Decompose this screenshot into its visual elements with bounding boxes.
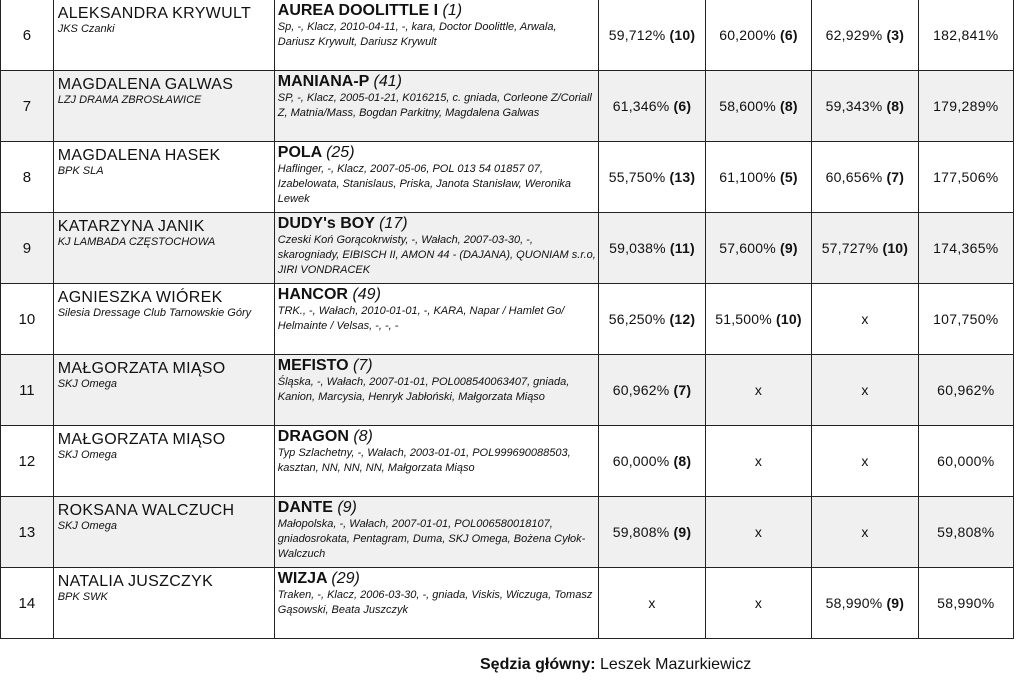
score-rank: (9) — [673, 524, 692, 540]
score-cell-1 — [599, 568, 705, 639]
score-cell-1 — [599, 355, 705, 426]
place-number: 6 — [22, 26, 32, 44]
results-body — [1, 0, 1014, 639]
score-value: 61,100% — [719, 169, 776, 185]
horse-details: Małopolska, -, Wałach, 2007-01-01, POL006580018107, gniadosrokata, Pentagram, Duma, SKJ Omega, Bożena Cyłok-Walczuch — [277, 518, 586, 560]
place-number: 7 — [22, 97, 32, 115]
score-value: 59,808% — [612, 524, 670, 540]
total-cell — [918, 213, 1013, 284]
place-number: 10 — [18, 310, 36, 328]
horse-name: AUREA DOOLITTLE I — [277, 2, 439, 19]
score-cell-2 — [705, 497, 811, 568]
score-value: 57,600% — [719, 240, 776, 256]
rider-club: SKJ Omega — [57, 449, 118, 461]
horse-details: TRK., -, Wałach, 2010-01-01, -, KARA, Napar / Hamlet Go/ Helmainte / Velsas, -, -, - — [277, 305, 565, 332]
chief-judge-name: Leszek Mazurkiewicz — [600, 656, 752, 673]
score-rank: (12) — [669, 311, 696, 327]
rider-cell — [53, 0, 274, 71]
score-cell-1 — [599, 213, 705, 284]
horse-number: (25) — [326, 144, 355, 161]
score-value: x — [754, 595, 763, 611]
score-cell-3 — [812, 497, 918, 568]
place-cell — [1, 355, 54, 426]
horse-number: (9) — [337, 499, 357, 516]
horse-details: Śląska, -, Wałach, 2007-01-01, POL008540063407, gniada, Kanion, Marcysia, Henryk Jabłoński, Małgorzata Miąso — [277, 376, 570, 403]
score-value: 61,346% — [612, 98, 670, 114]
total-score: 59,808% — [937, 524, 995, 540]
rider-name: NATALIA JUSZCZYK — [57, 573, 214, 590]
place-number: 11 — [19, 381, 35, 399]
rider-club: KJ LAMBADA CZĘSTOCHOWA — [57, 236, 216, 248]
score-value: 60,962% — [612, 382, 670, 398]
score-cell-1 — [599, 142, 705, 213]
rider-club: JKS Czanki — [57, 23, 115, 35]
score-rank: (7) — [673, 382, 692, 398]
score-rank: (10) — [669, 27, 696, 43]
score-rank: (13) — [669, 169, 696, 185]
result-row — [1, 0, 1014, 71]
score-rank: (6) — [779, 27, 798, 43]
horse-details: SP, -, Klacz, 2005-01-21, K016215, c. gniada, Corleone Z/Coriall Z, Matnia/Mass, Bogdan Parkitny, Magdalena Galwas — [277, 92, 592, 119]
total-score: 179,289% — [933, 98, 999, 114]
horse-details: Czeski Koń Gorącokrwisty, -, Wałach, 2007-03-30, -, skarogniady, EIBISCH II, AMON 44 - (DAJANA), QUONIAM s.r.o, JIRI VONDRACEK — [277, 234, 596, 276]
place-cell — [1, 497, 54, 568]
score-rank: (8) — [886, 98, 905, 114]
score-value: 59,712% — [608, 27, 666, 43]
score-cell-3 — [812, 142, 918, 213]
horse-name: POLA — [277, 144, 322, 161]
score-value: 59,343% — [825, 98, 883, 114]
rider-name: ROKSANA WALCZUCH — [57, 502, 235, 519]
horse-number: (17) — [379, 215, 408, 232]
total-cell — [918, 0, 1013, 71]
horse-title — [278, 499, 596, 517]
score-value: 59,038% — [609, 240, 666, 256]
horse-title — [278, 570, 596, 588]
horse-number: (29) — [331, 570, 360, 587]
rider-cell — [53, 497, 274, 568]
rider-cell — [53, 426, 274, 497]
place-cell — [1, 213, 54, 284]
total-score: 177,506% — [933, 169, 999, 185]
score-cell-1 — [599, 71, 705, 142]
rider-club: SKJ Omega — [57, 520, 118, 532]
horse-title — [278, 286, 596, 304]
score-value: 62,929% — [825, 27, 883, 43]
score-cell-2 — [705, 213, 811, 284]
score-rank: (7) — [886, 169, 905, 185]
rider-club: Silesia Dressage Club Tarnowskie Góry — [57, 307, 252, 319]
score-cell-2 — [705, 142, 811, 213]
score-rank: (9) — [779, 240, 798, 256]
score-value: x — [754, 524, 763, 540]
score-value: 60,200% — [719, 27, 776, 43]
score-cell-2 — [705, 568, 811, 639]
rider-club: BPK SWK — [57, 591, 108, 603]
horse-details: Traken, -, Klacz, 2006-03-30, -, gniada, Viskis, Wiczuga, Tomasz Gąsowski, Beata Juszczyk — [277, 589, 593, 616]
horse-cell — [274, 284, 598, 355]
score-rank: (8) — [779, 98, 798, 114]
score-cell-3 — [812, 71, 918, 142]
horse-number: (41) — [373, 73, 402, 90]
total-score: 60,962% — [937, 382, 995, 398]
horse-name: DUDY's BOY — [277, 215, 375, 232]
horse-cell — [274, 355, 598, 426]
score-cell-1 — [599, 426, 705, 497]
horse-name: MANIANA-P — [277, 73, 370, 90]
place-number: 14 — [18, 594, 36, 612]
score-value: x — [861, 311, 869, 327]
rider-name: MAGDALENA GALWAS — [57, 76, 234, 93]
result-row — [1, 497, 1014, 568]
chief-judge-line — [480, 656, 751, 674]
total-cell — [918, 355, 1013, 426]
score-cell-2 — [705, 71, 811, 142]
horse-details: Haflinger, -, Klacz, 2007-05-06, POL 013 54 01857 07, Izabelowata, Stanislaus, Priska, Janota Stanisław, Weronika Lewek — [277, 163, 572, 205]
total-score: 107,750% — [933, 311, 999, 327]
place-number: 12 — [18, 452, 36, 470]
rider-name: MAGDALENA HASEK — [57, 147, 221, 164]
total-cell — [918, 142, 1013, 213]
total-cell — [918, 284, 1013, 355]
result-row — [1, 284, 1014, 355]
score-cell-3 — [812, 0, 918, 71]
rider-name: AGNIESZKA WIÓREK — [57, 289, 223, 306]
score-rank: (5) — [779, 169, 798, 185]
rider-name: MAŁGORZATA MIĄSO — [57, 431, 226, 448]
horse-number: (49) — [352, 286, 381, 303]
score-value: 51,500% — [715, 311, 772, 327]
rider-club: LZJ DRAMA ZBROSŁAWICE — [57, 94, 202, 106]
place-cell — [1, 426, 54, 497]
horse-number: (8) — [353, 428, 373, 445]
score-rank: (10) — [882, 240, 909, 256]
horse-title — [278, 2, 596, 20]
score-rank: (6) — [673, 98, 692, 114]
horse-details: Typ Szlachetny, -, Wałach, 2003-01-01, POL999690088503, kasztan, NN, NN, NN, Małgorzata Miąso — [277, 447, 571, 474]
result-row — [1, 426, 1014, 497]
score-rank: (3) — [886, 27, 905, 43]
rider-cell — [53, 213, 274, 284]
rider-cell — [53, 71, 274, 142]
result-row — [1, 568, 1014, 639]
place-number: 8 — [22, 168, 32, 186]
horse-name: HANCOR — [277, 286, 348, 303]
horse-title — [278, 144, 596, 162]
place-cell — [1, 568, 54, 639]
horse-cell — [274, 71, 598, 142]
score-value: 58,600% — [719, 98, 776, 114]
total-score: 58,990% — [937, 595, 995, 611]
score-cell-2 — [705, 284, 811, 355]
rider-club: BPK SLA — [57, 165, 104, 177]
total-score: 174,365% — [933, 240, 999, 256]
score-value: 60,000% — [612, 453, 670, 469]
horse-details: Sp, -, Klacz, 2010-04-11, -, kara, Doctor Doolittle, Arwala, Dariusz Krywult, Dariusz Krywult — [277, 21, 557, 48]
score-value: x — [754, 382, 763, 398]
score-cell-1 — [599, 0, 705, 71]
rider-cell — [53, 568, 274, 639]
place-number: 9 — [22, 239, 32, 257]
rider-cell — [53, 355, 274, 426]
horse-name: WIZJA — [277, 570, 327, 587]
rider-club: SKJ Omega — [57, 378, 118, 390]
score-value: 60,656% — [825, 169, 883, 185]
horse-title — [278, 215, 596, 233]
score-cell-3 — [812, 426, 918, 497]
score-value: 57,727% — [821, 240, 879, 256]
horse-cell — [274, 0, 598, 71]
score-value: 55,750% — [608, 169, 666, 185]
score-cell-3 — [812, 213, 918, 284]
rider-name: ALEKSANDRA KRYWULT — [57, 5, 252, 22]
result-row — [1, 213, 1014, 284]
score-cell-3 — [812, 355, 918, 426]
horse-name: DRAGON — [277, 428, 349, 445]
place-number: 13 — [18, 523, 36, 541]
place-cell — [1, 142, 54, 213]
horse-cell — [274, 142, 598, 213]
result-row — [1, 142, 1014, 213]
place-cell — [1, 71, 54, 142]
score-cell-3 — [812, 568, 918, 639]
total-score: 60,000% — [937, 453, 995, 469]
score-cell-1 — [599, 284, 705, 355]
score-cell-2 — [705, 426, 811, 497]
result-row — [1, 71, 1014, 142]
score-rank: (10) — [775, 311, 802, 327]
score-value: x — [861, 382, 869, 398]
score-value: x — [861, 453, 869, 469]
horse-title — [278, 357, 596, 375]
score-cell-3 — [812, 284, 918, 355]
rider-cell — [53, 284, 274, 355]
horse-cell — [274, 426, 598, 497]
horse-cell — [274, 213, 598, 284]
score-cell-1 — [599, 497, 705, 568]
score-value: 56,250% — [608, 311, 666, 327]
rider-name: KATARZYNA JANIK — [57, 218, 205, 235]
horse-name: DANTE — [277, 499, 333, 516]
chief-judge-label: Sędzia główny: — [480, 656, 596, 673]
score-value: x — [861, 524, 869, 540]
score-value: 58,990% — [825, 595, 883, 611]
horse-cell — [274, 497, 598, 568]
total-score: 182,841% — [933, 27, 999, 43]
total-cell — [918, 568, 1013, 639]
horse-number: (1) — [442, 2, 463, 19]
score-cell-2 — [705, 355, 811, 426]
score-cell-2 — [705, 0, 811, 71]
rider-name: MAŁGORZATA MIĄSO — [57, 360, 226, 377]
score-value: x — [648, 595, 656, 611]
score-rank: (8) — [673, 453, 692, 469]
score-rank: (9) — [886, 595, 905, 611]
horse-title — [278, 73, 596, 91]
score-rank: (11) — [669, 240, 695, 256]
result-row — [1, 355, 1014, 426]
rider-cell — [53, 142, 274, 213]
horse-cell — [274, 568, 598, 639]
horse-number: (7) — [353, 357, 373, 374]
total-cell — [918, 71, 1013, 142]
horse-title — [278, 428, 596, 446]
total-cell — [918, 426, 1013, 497]
place-cell — [1, 0, 54, 71]
horse-name: MEFISTO — [277, 357, 349, 374]
place-cell — [1, 284, 54, 355]
total-cell — [918, 497, 1013, 568]
score-value: x — [754, 453, 763, 469]
